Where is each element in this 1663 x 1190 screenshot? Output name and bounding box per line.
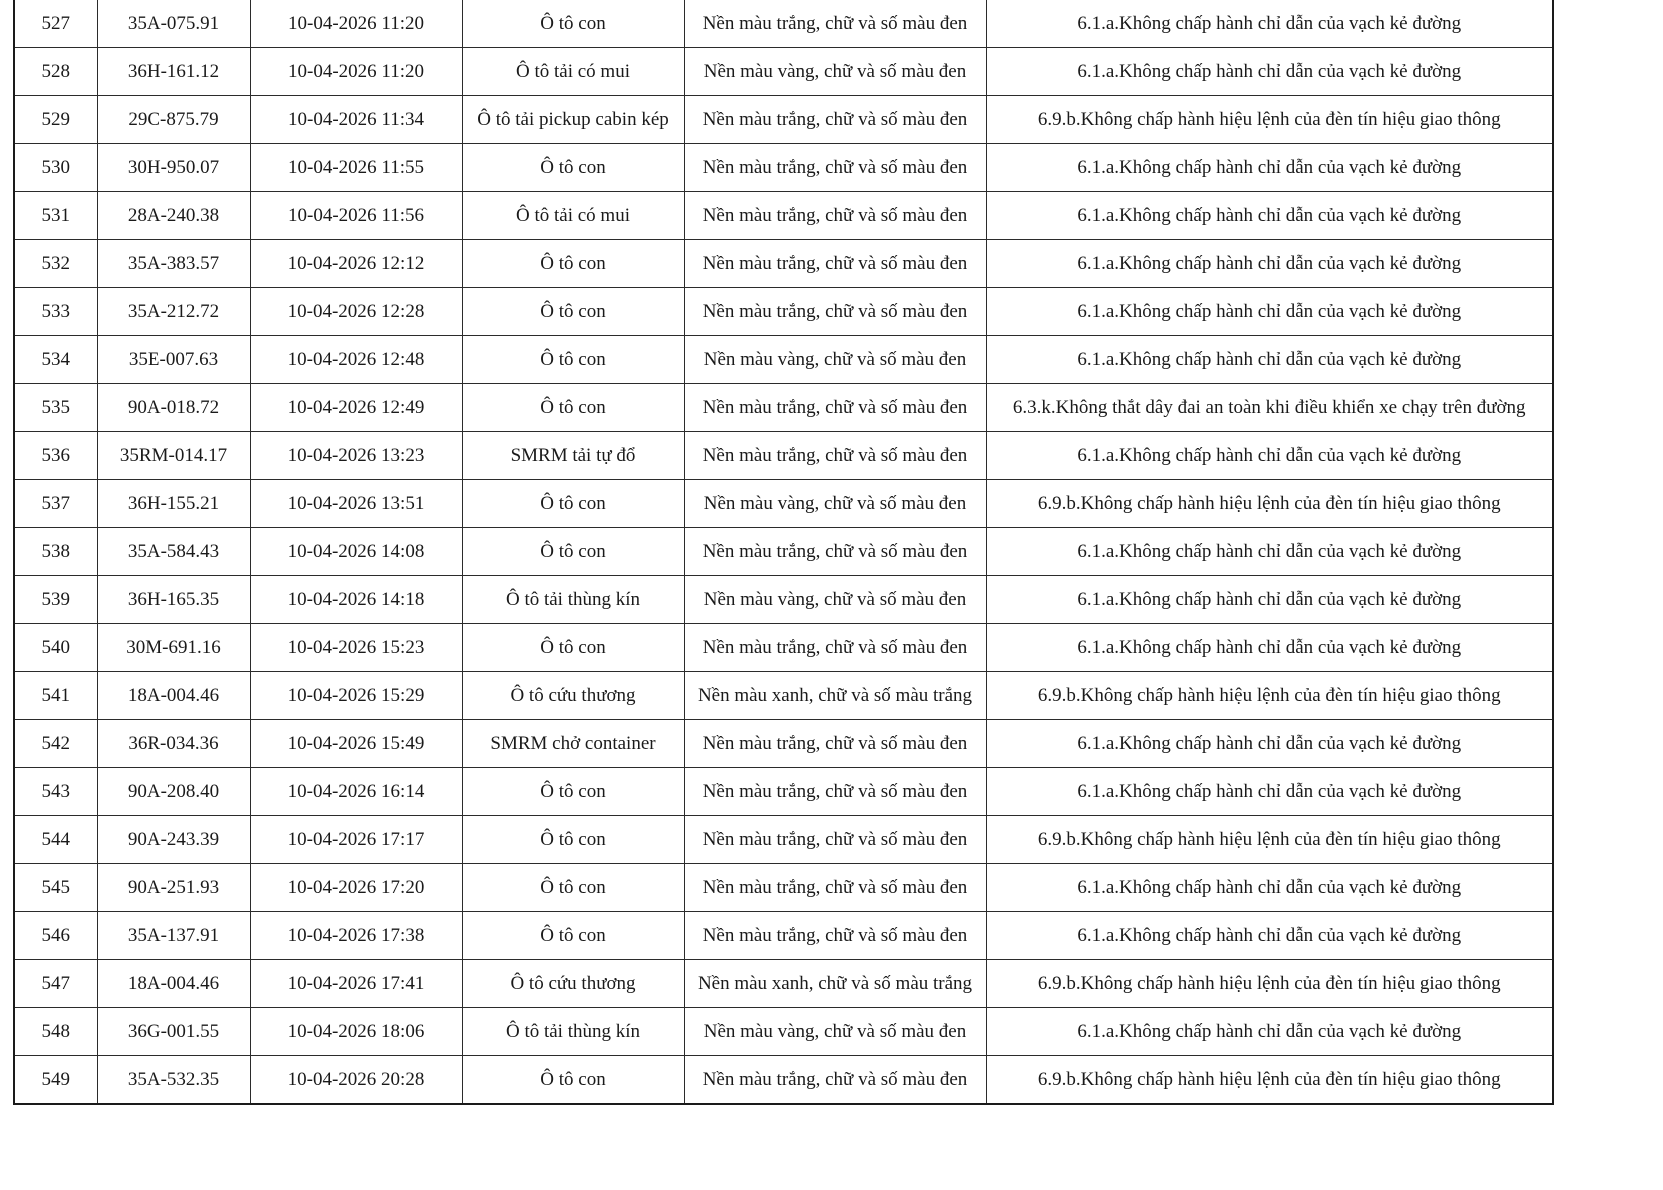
- cell-license-plate: 35A-137.91: [97, 912, 250, 960]
- cell-violation-time: 10-04-2026 11:56: [250, 192, 462, 240]
- cell-vehicle-type: Ô tô con: [462, 1056, 684, 1105]
- cell-stt: 541: [14, 672, 97, 720]
- cell-violation-description: 6.1.a.Không chấp hành chỉ dẫn của vạch kẻ đường: [986, 240, 1553, 288]
- table-row: [14, 1008, 1553, 1056]
- table-row: [14, 1056, 1553, 1105]
- cell-violation-description: 6.1.a.Không chấp hành chỉ dẫn của vạch kẻ đường: [986, 912, 1553, 960]
- cell-license-plate: 36G-001.55: [97, 1008, 250, 1056]
- cell-vehicle-type: Ô tô con: [462, 816, 684, 864]
- cell-plate-color: Nền màu vàng, chữ và số màu đen: [684, 480, 986, 528]
- cell-violation-description: 6.9.b.Không chấp hành hiệu lệnh của đèn tín hiệu giao thông: [986, 480, 1553, 528]
- table-row: [14, 432, 1553, 480]
- cell-violation-time: 10-04-2026 15:29: [250, 672, 462, 720]
- table-row: [14, 336, 1553, 384]
- cell-license-plate: 30M-691.16: [97, 624, 250, 672]
- cell-violation-description: 6.9.b.Không chấp hành hiệu lệnh của đèn tín hiệu giao thông: [986, 960, 1553, 1008]
- cell-plate-color: Nền màu vàng, chữ và số màu đen: [684, 48, 986, 96]
- cell-violation-description: 6.1.a.Không chấp hành chỉ dẫn của vạch kẻ đường: [986, 48, 1553, 96]
- cell-stt: 542: [14, 720, 97, 768]
- cell-plate-color: Nền màu xanh, chữ và số màu trắng: [684, 672, 986, 720]
- cell-violation-description: 6.1.a.Không chấp hành chỉ dẫn của vạch kẻ đường: [986, 336, 1553, 384]
- cell-stt: 539: [14, 576, 97, 624]
- table-row: [14, 192, 1553, 240]
- cell-plate-color: Nền màu trắng, chữ và số màu đen: [684, 864, 986, 912]
- cell-stt: 549: [14, 1056, 97, 1105]
- cell-license-plate: 18A-004.46: [97, 672, 250, 720]
- cell-violation-description: 6.1.a.Không chấp hành chỉ dẫn của vạch kẻ đường: [986, 144, 1553, 192]
- cell-stt: 533: [14, 288, 97, 336]
- cell-stt: 546: [14, 912, 97, 960]
- cell-vehicle-type: Ô tô con: [462, 0, 684, 48]
- cell-plate-color: Nền màu trắng, chữ và số màu đen: [684, 144, 986, 192]
- cell-vehicle-type: Ô tô con: [462, 144, 684, 192]
- cell-stt: 532: [14, 240, 97, 288]
- cell-violation-description: 6.1.a.Không chấp hành chỉ dẫn của vạch kẻ đường: [986, 0, 1553, 48]
- cell-vehicle-type: Ô tô con: [462, 912, 684, 960]
- table-body: [14, 0, 1553, 1104]
- cell-plate-color: Nền màu trắng, chữ và số màu đen: [684, 384, 986, 432]
- cell-license-plate: 28A-240.38: [97, 192, 250, 240]
- table-row: [14, 240, 1553, 288]
- cell-violation-time: 10-04-2026 15:49: [250, 720, 462, 768]
- cell-plate-color: Nền màu trắng, chữ và số màu đen: [684, 240, 986, 288]
- cell-plate-color: Nền màu trắng, chữ và số màu đen: [684, 1056, 986, 1105]
- cell-vehicle-type: Ô tô con: [462, 480, 684, 528]
- table-row: [14, 720, 1553, 768]
- cell-plate-color: Nền màu trắng, chữ và số màu đen: [684, 720, 986, 768]
- cell-violation-description: 6.1.a.Không chấp hành chỉ dẫn của vạch kẻ đường: [986, 528, 1553, 576]
- cell-vehicle-type: Ô tô tải có mui: [462, 192, 684, 240]
- cell-violation-description: 6.1.a.Không chấp hành chỉ dẫn của vạch kẻ đường: [986, 768, 1553, 816]
- cell-plate-color: Nền màu trắng, chữ và số màu đen: [684, 288, 986, 336]
- cell-violation-time: 10-04-2026 17:41: [250, 960, 462, 1008]
- cell-violation-time: 10-04-2026 13:51: [250, 480, 462, 528]
- table-row: [14, 48, 1553, 96]
- violations-table: [13, 0, 1554, 1105]
- cell-license-plate: 90A-243.39: [97, 816, 250, 864]
- cell-violation-time: 10-04-2026 11:20: [250, 0, 462, 48]
- cell-stt: 530: [14, 144, 97, 192]
- cell-license-plate: 18A-004.46: [97, 960, 250, 1008]
- cell-stt: 544: [14, 816, 97, 864]
- cell-plate-color: Nền màu trắng, chữ và số màu đen: [684, 816, 986, 864]
- cell-stt: 536: [14, 432, 97, 480]
- cell-license-plate: 35A-532.35: [97, 1056, 250, 1105]
- table-row: [14, 0, 1553, 48]
- cell-license-plate: 36R-034.36: [97, 720, 250, 768]
- cell-vehicle-type: Ô tô cứu thương: [462, 960, 684, 1008]
- cell-violation-time: 10-04-2026 13:23: [250, 432, 462, 480]
- cell-violation-time: 10-04-2026 12:28: [250, 288, 462, 336]
- cell-plate-color: Nền màu trắng, chữ và số màu đen: [684, 768, 986, 816]
- cell-vehicle-type: Ô tô con: [462, 624, 684, 672]
- cell-vehicle-type: Ô tô con: [462, 864, 684, 912]
- cell-plate-color: Nền màu trắng, chữ và số màu đen: [684, 624, 986, 672]
- cell-violation-time: 10-04-2026 11:34: [250, 96, 462, 144]
- table-row: [14, 864, 1553, 912]
- cell-plate-color: Nền màu trắng, chữ và số màu đen: [684, 912, 986, 960]
- cell-license-plate: 36H-155.21: [97, 480, 250, 528]
- cell-violation-description: 6.9.b.Không chấp hành hiệu lệnh của đèn tín hiệu giao thông: [986, 1056, 1553, 1105]
- cell-violation-description: 6.1.a.Không chấp hành chỉ dẫn của vạch kẻ đường: [986, 288, 1553, 336]
- cell-plate-color: Nền màu xanh, chữ và số màu trắng: [684, 960, 986, 1008]
- cell-license-plate: 35A-075.91: [97, 0, 250, 48]
- cell-plate-color: Nền màu trắng, chữ và số màu đen: [684, 0, 986, 48]
- cell-vehicle-type: Ô tô con: [462, 240, 684, 288]
- table-row: [14, 480, 1553, 528]
- table-row: [14, 528, 1553, 576]
- cell-license-plate: 35RM-014.17: [97, 432, 250, 480]
- cell-vehicle-type: Ô tô tải pickup cabin kép: [462, 96, 684, 144]
- cell-violation-time: 10-04-2026 11:55: [250, 144, 462, 192]
- cell-license-plate: 30H-950.07: [97, 144, 250, 192]
- cell-stt: 528: [14, 48, 97, 96]
- cell-license-plate: 29C-875.79: [97, 96, 250, 144]
- cell-stt: 540: [14, 624, 97, 672]
- cell-plate-color: Nền màu trắng, chữ và số màu đen: [684, 192, 986, 240]
- cell-violation-description: 6.3.k.Không thắt dây đai an toàn khi điều khiển xe chạy trên đường: [986, 384, 1553, 432]
- cell-violation-time: 10-04-2026 17:20: [250, 864, 462, 912]
- cell-violation-description: 6.9.b.Không chấp hành hiệu lệnh của đèn tín hiệu giao thông: [986, 816, 1553, 864]
- cell-vehicle-type: Ô tô con: [462, 288, 684, 336]
- cell-stt: 543: [14, 768, 97, 816]
- cell-stt: 535: [14, 384, 97, 432]
- cell-violation-time: 10-04-2026 11:20: [250, 48, 462, 96]
- table-row: [14, 912, 1553, 960]
- table-row: [14, 816, 1553, 864]
- cell-violation-time: 10-04-2026 16:14: [250, 768, 462, 816]
- cell-stt: 545: [14, 864, 97, 912]
- cell-stt: 547: [14, 960, 97, 1008]
- table-row: [14, 384, 1553, 432]
- cell-violation-description: 6.1.a.Không chấp hành chỉ dẫn của vạch kẻ đường: [986, 192, 1553, 240]
- cell-stt: 534: [14, 336, 97, 384]
- cell-violation-time: 10-04-2026 17:17: [250, 816, 462, 864]
- table-row: [14, 576, 1553, 624]
- table-row: [14, 96, 1553, 144]
- cell-violation-description: 6.1.a.Không chấp hành chỉ dẫn của vạch kẻ đường: [986, 864, 1553, 912]
- cell-vehicle-type: Ô tô tải có mui: [462, 48, 684, 96]
- cell-stt: 527: [14, 0, 97, 48]
- cell-violation-time: 10-04-2026 18:06: [250, 1008, 462, 1056]
- cell-vehicle-type: Ô tô con: [462, 336, 684, 384]
- cell-license-plate: 90A-208.40: [97, 768, 250, 816]
- cell-license-plate: 35A-212.72: [97, 288, 250, 336]
- cell-vehicle-type: Ô tô con: [462, 768, 684, 816]
- cell-plate-color: Nền màu vàng, chữ và số màu đen: [684, 336, 986, 384]
- cell-violation-time: 10-04-2026 12:49: [250, 384, 462, 432]
- cell-violation-time: 10-04-2026 12:48: [250, 336, 462, 384]
- cell-violation-time: 10-04-2026 20:28: [250, 1056, 462, 1105]
- table-row: [14, 672, 1553, 720]
- cell-license-plate: 36H-165.35: [97, 576, 250, 624]
- cell-vehicle-type: Ô tô tải thùng kín: [462, 1008, 684, 1056]
- cell-stt: 529: [14, 96, 97, 144]
- cell-plate-color: Nền màu trắng, chữ và số màu đen: [684, 528, 986, 576]
- cell-license-plate: 35E-007.63: [97, 336, 250, 384]
- cell-license-plate: 36H-161.12: [97, 48, 250, 96]
- cell-violation-description: 6.1.a.Không chấp hành chỉ dẫn của vạch kẻ đường: [986, 576, 1553, 624]
- cell-plate-color: Nền màu vàng, chữ và số màu đen: [684, 576, 986, 624]
- cell-vehicle-type: Ô tô tải thùng kín: [462, 576, 684, 624]
- cell-license-plate: 90A-251.93: [97, 864, 250, 912]
- cell-license-plate: 35A-383.57: [97, 240, 250, 288]
- cell-vehicle-type: Ô tô con: [462, 384, 684, 432]
- cell-violation-time: 10-04-2026 14:18: [250, 576, 462, 624]
- cell-plate-color: Nền màu vàng, chữ và số màu đen: [684, 1008, 986, 1056]
- cell-vehicle-type: SMRM chở container: [462, 720, 684, 768]
- table-row: [14, 288, 1553, 336]
- cell-violation-description: 6.1.a.Không chấp hành chỉ dẫn của vạch kẻ đường: [986, 1008, 1553, 1056]
- cell-violation-description: 6.1.a.Không chấp hành chỉ dẫn của vạch kẻ đường: [986, 624, 1553, 672]
- cell-plate-color: Nền màu trắng, chữ và số màu đen: [684, 96, 986, 144]
- cell-violation-time: 10-04-2026 14:08: [250, 528, 462, 576]
- cell-stt: 537: [14, 480, 97, 528]
- cell-violation-description: 6.9.b.Không chấp hành hiệu lệnh của đèn tín hiệu giao thông: [986, 672, 1553, 720]
- table-row: [14, 768, 1553, 816]
- cell-violation-time: 10-04-2026 12:12: [250, 240, 462, 288]
- cell-vehicle-type: Ô tô cứu thương: [462, 672, 684, 720]
- cell-vehicle-type: Ô tô con: [462, 528, 684, 576]
- table-row: [14, 144, 1553, 192]
- table-row: [14, 960, 1553, 1008]
- cell-violation-time: 10-04-2026 15:23: [250, 624, 462, 672]
- cell-license-plate: 90A-018.72: [97, 384, 250, 432]
- cell-plate-color: Nền màu trắng, chữ và số màu đen: [684, 432, 986, 480]
- cell-stt: 548: [14, 1008, 97, 1056]
- cell-violation-description: 6.9.b.Không chấp hành hiệu lệnh của đèn tín hiệu giao thông: [986, 96, 1553, 144]
- cell-license-plate: 35A-584.43: [97, 528, 250, 576]
- cell-violation-description: 6.1.a.Không chấp hành chỉ dẫn của vạch kẻ đường: [986, 432, 1553, 480]
- table-row: [14, 624, 1553, 672]
- cell-stt: 538: [14, 528, 97, 576]
- cell-violation-time: 10-04-2026 17:38: [250, 912, 462, 960]
- cell-violation-description: 6.1.a.Không chấp hành chỉ dẫn của vạch kẻ đường: [986, 720, 1553, 768]
- cell-stt: 531: [14, 192, 97, 240]
- cell-vehicle-type: SMRM tải tự đổ: [462, 432, 684, 480]
